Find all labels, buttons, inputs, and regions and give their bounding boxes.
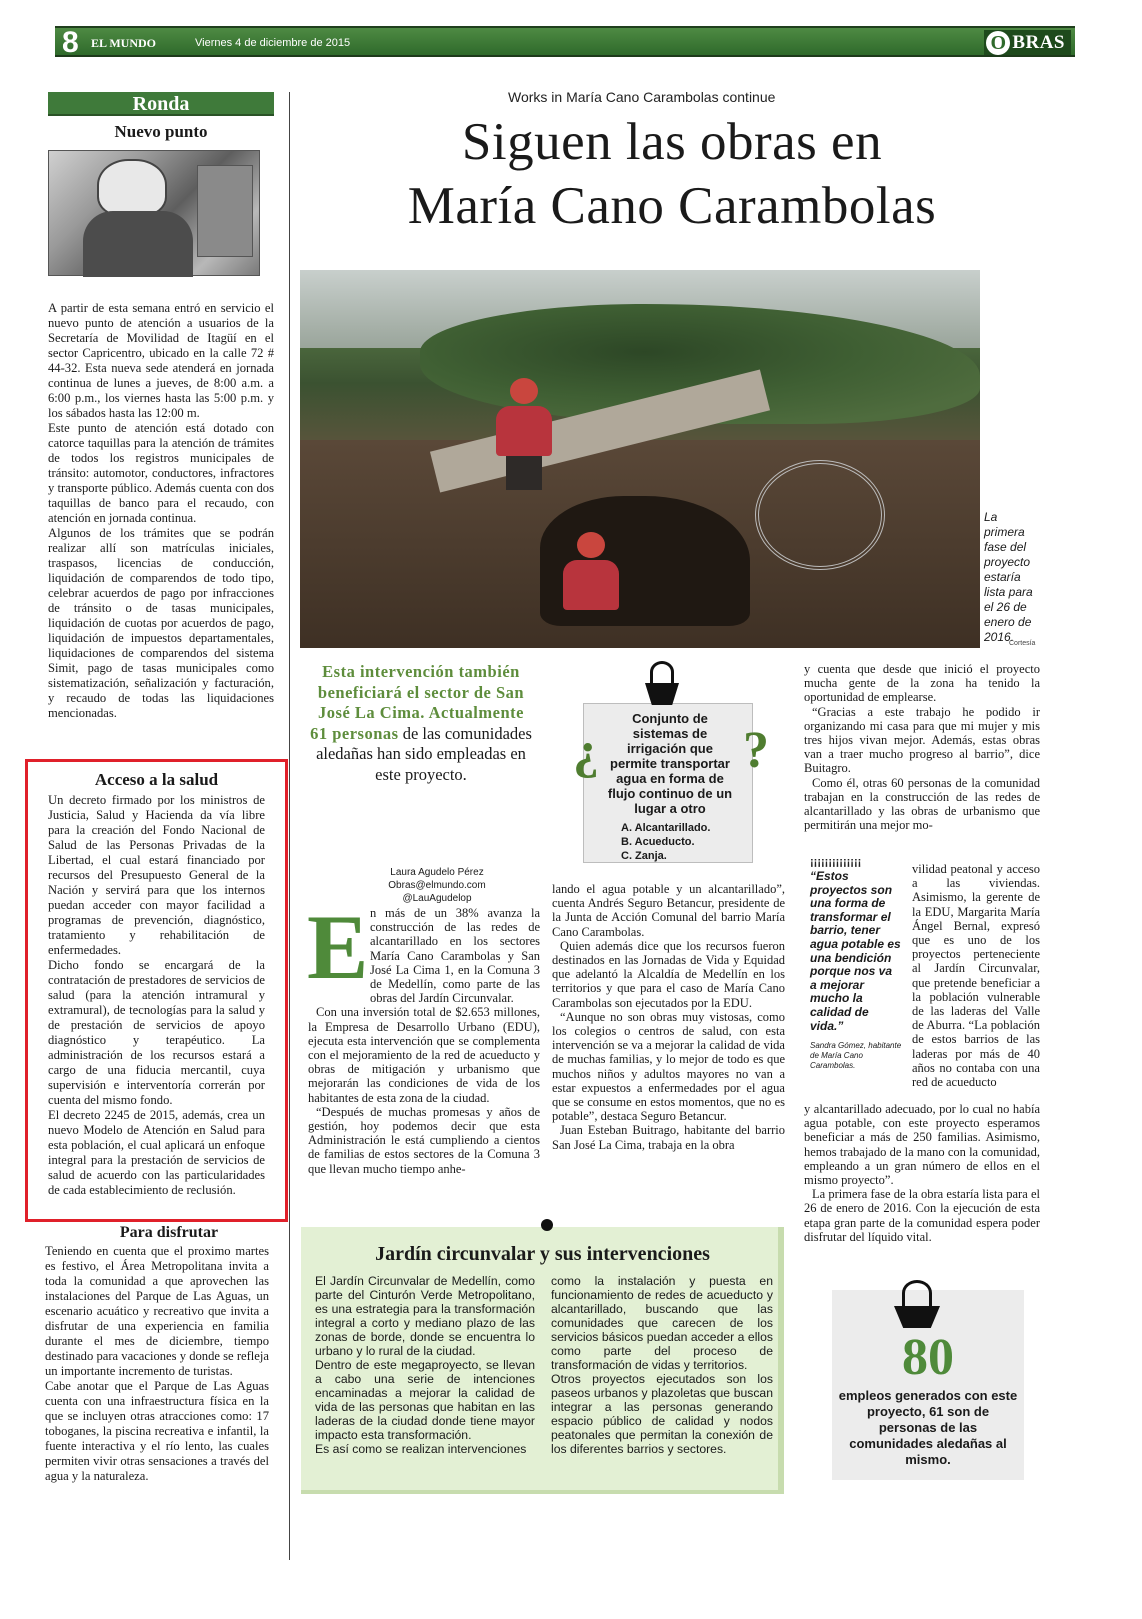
article-subtitle: Works in María Cano Carambolas continue [508,89,776,105]
quote-hatch-icon: ¡¡¡¡¡¡¡¡¡¡¡¡¡¡ [810,856,862,868]
article-paragraph: y alcantarillado adecuado, por lo cual no había agua potable, con este proyecto esperamos beneficiar a más de 250 familias. Asimismo, hemos trabajado de la mano con la comunidad, empleando a un gran número de ellos en el mismo proyecto”. [804,1102,1040,1188]
section-initial: O [986,31,1010,55]
binder-clip-icon [645,661,679,709]
jardin-sidebar [301,1227,784,1494]
jardin-paragraph: El Jardín Circunvalar de Medellín, como parte del Cinturón Verde Metropolitano, es una estrategia para la transformación integral a corto y mediano plazo de las zonas de borde, donde se encuentra lo urbano y lo rural de la ciudad. [315,1274,535,1358]
page-number: 8 [62,26,79,59]
article-paragraph: y cuenta que desde que inició el proyecto mucha gente de la zona ha tenido la oportunidad de emplearse. [804,662,1040,705]
ronda-title: Ronda [48,92,274,116]
quiz-option: C. Zanja. [621,850,667,862]
article-column-3-narrow [912,862,1040,1089]
acceso-salud-section [48,770,265,1198]
nuevo-punto-paragraph: Algunos de los trámites que se podrán realizar allí son matrículas iniciales, traspasos, licencias de conducción, liquidación de comparendos de todo tipo, celebrar acuerdos de pago por infracciones de tránsito o de tasas municipales, liquidación de cuotas por acuerdos de pago, liquidación de impuestos departamentales, liquidaciones de comparendos del sistema Simit, pago de tasas municipales como sistematización, señalización y facturación, y recaudo de todas las liquidaciones mencionadas. [48,526,274,720]
issue-date: Viernes 4 de diciembre de 2015 [195,37,351,49]
nuevo-punto-heading: Nuevo punto [114,122,208,141]
article-column-3-bottom [804,1102,1040,1244]
quote-speaker: Sandra Gómez, habitante de María Cano Carambolas. [810,1041,902,1071]
acceso-salud-paragraph: El decreto 2245 de 2015, además, crea un nuevo Modelo de Atención en Salud para esta población, el cual aplicará un enfoque integral para la prestación de servicios de salud de acuerdo con las particularidades de cada establecimiento de reclusión. [48,1108,265,1197]
stat-number: 80 [902,1329,954,1386]
jardin-paragraph: Dentro de este megaproyecto, se llevan a cabo una serie de intenciones encaminadas a mejorar la calidad de vida de las personas que habitan en las laderas de la ciudad donde tiene mayor impacto esta transformación. [315,1358,535,1442]
question-mark-icon: ? [743,722,769,779]
para-disfrutar-paragraph: Cabe anotar que el Parque de Las Aguas cuenta con una infraestructura física en la que se incluyen otras atracciones como: 17 toboganes, la piscina recreativa e infantil, la fuente interactiva y el río lento, las cuales permiten vivir otras sensaciones a través del agua y la naturaleza. [45,1379,269,1483]
byline-name: Laura Agudelo Pérez [390,867,484,878]
column-divider [289,92,290,1560]
article-paragraph: Como él, otras 60 personas de la comunidad trabajan en la construcción de las redes de alcantarillado y las obras de urbanismo que permitirán una mejor mo- [804,775,1040,833]
jardin-paragraph: como la instalación y puesta en funcionamiento de redes de acueducto y alcantarillado, buscando que las comunidades que carecen de los servicios básicos puedan acceder a ellos como parte del proceso de transformación de vidas y territorios. [551,1274,773,1372]
stat-text: empleos generados con este proyecto, 61 son de personas de las comunidades aledañas al mismo. [838,1388,1018,1467]
article-paragraph: Con una inversión total de $2.653 millones, la Empresa de Desarrollo Urbano (EDU), ejecuta esta intervención que se complementa con el mejoramiento de la red de acueducto y obras de mitigación y urbanismo que mejorarán las condiciones de vida de los habitantes de esta zona de la ciudad. [308,1005,540,1105]
photo-caption: La primera fase del proyecto estaría lista para el 26 de enero de 2016. [984,510,1033,644]
para-disfrutar-paragraph: Teniendo en cuenta que el proximo martes es festivo, el Área Metropolitana invita a toda la comunidad a que aprovechen las instalaciones del Parque de Las Aguas, un escenario acuático y recreativo que invita a disfrutar de una experiencia en familia durante el mes de diciembre, tiempo destinado para vacaciones y donde se refleja un importante incremento de turistas. [45,1244,269,1378]
quiz-box [575,659,780,867]
byline-twitter: @LauAgudelop [402,893,472,904]
quiz-question: Conjunto de sistemas de irrigación que permite transportar agua en forma de flujo continuo de un lugar a otro [607,711,733,816]
jardin-column [551,1274,773,1456]
headline-line: Siguen las obras en [461,113,883,171]
paper-name: EL MUNDO [91,36,157,50]
pull-quote [310,662,532,785]
article-paragraph: Quien además dice que los recursos fueron destinados en las Jornadas de Vida y Equidad que adelantó la Alcaldía de Medellín en los territorios y que para el caso de María Cano Carambolas son ejecutados por la EDU. [552,938,785,1010]
acceso-salud-paragraph: Un decreto firmado por los ministros de Justicia, Salud y Hacienda da vía libre para la creación del Fondo Nacional de Salud de las Personas Privadas de la Libertad, el cual estará financiado por recursos del Presupuesto General de la Nación y servirá para que los internos puedan acceder con mayor facilidad a programas de prevención, diagnóstico, tratamiento y rehabilitación de enfermedades. [48,793,265,957]
article-paragraph: “Aunque no son obras muy vistosas, como los colegios o centros de salud, con esta intervención se va a mejorar la calidad de vida de muchas familias, y lo mejor de todo es que muchos niños y adultos mayores no van a estar expuestos a enfermedades por el agua que se consume en estos momentos, que no es potable”, destaca Seguro Betancur. [552,1009,785,1124]
article-paragraph: lando el agua potable y un alcantarillado”, cuenta Andrés Seguro Betancur, presidente de la Junta de Acción Comunal del barrio María Cano Carambolas. [552,882,785,939]
pull-quote-highlight: Esta intervención también beneficiará el sector de San José La Cima. Actualmente 61 personas [310,662,525,743]
quiz-option: A. Alcantarillado. [621,822,711,834]
worker-figure [492,378,556,488]
article-column-3 [804,662,1040,832]
binder-clip-icon [894,1280,940,1328]
drop-cap: E [307,896,369,998]
officer-photo [48,150,260,276]
jardin-paragraph: Otros proyectos ejecutados son los paseos urbanos y plazoletas que buscan integrar a las personas generando espacio público de calidad y nodos peatonales que permitan la conexión de los diferentes barrios y sectores. [551,1372,773,1456]
headline-line: María Cano Carambolas [407,177,937,235]
worker-figure [552,532,630,622]
article-paragraph: La primera fase de la obra estaría lista para el 26 de enero de 2016. Con la ejecución de esta etapa gran parte de la comunidad espera poder disfrutar del líquido vital. [804,1187,1040,1244]
article-column-2 [552,882,785,1152]
quote-text: “Estos proyectos son una forma de transformar el barrio, tener agua potable es una bendición porque nos va a mejorar mucho la calidad de vida.” [810,869,901,1033]
para-disfrutar-heading: Para disfrutar [119,1224,219,1241]
article-headline [292,110,1052,238]
byline [362,866,512,905]
byline-email: Obras@elmundo.com [388,880,486,891]
jardin-paragraph: Es así como se realizan intervenciones [315,1442,527,1456]
question-mark-icon: ¿ [573,722,599,779]
section-tag [984,30,1071,55]
nuevo-punto-paragraph: Este punto de atención está dotado con catorce taquillas para la atención de trámites de todos los registros municipales de tránsito: automotor, conductores, infractores y transporte público. Además cuenta con dos taquillas de banco para el recaudo, con atención en jornada continua. [48,421,274,525]
quiz-options [621,821,710,863]
ronda-column [48,92,274,721]
masthead-bar [55,26,1075,57]
photo-credit: Cortesía [1009,640,1036,647]
pushpin-icon [541,1219,553,1231]
section-name: BRAS [1012,31,1065,53]
stat-box [832,1290,1024,1480]
article-paragraph: Juan Esteban Buitrago, habitante del barrio San José La Cima, trabaja en la obra [552,1123,785,1152]
jardin-heading: Jardín circunvalar y sus intervenciones [375,1243,710,1265]
quiz-option: B. Acueducto. [621,836,695,848]
acceso-salud-paragraph: Dicho fondo se encargará de la contratación de prestadores de servicios de salud (para la atención intramural y extramural), de tecnologías para la salud y de prestación de servicios de apoyo diagnóstico y terapéutico. La administración de los recursos estará a cargo de una fiducia mercantil, cuya supervisión e interventoría correrán por cuenta del mismo fondo. [48,958,265,1107]
article-paragraph: “Después de muchas promesas y años de gestión, hoy podemos decir que esta Administración le está cumpliendo a cientos de familias de estos sectores de la Comuna 3 que llevan mucho tiempo anhe- [308,1104,540,1176]
article-paragraph: vilidad peatonal y acceso a las viviendas. Asimismo, la gerente de la EDU, Margarita María Ángel Bernal, expresó que es uno de los proyectos perteneciente al Jardín Circunvalar, que pretende beneficiar a la población vulnerable de las laderas del Valle de Aburra. “La población de estos barrios de las laderas por más de 40 años no contaba con una red de acueducto [912,862,1040,1090]
article-paragraph: n más de un 38% avanza la construcción de las redes de alcantarillado en los sectores María Cano Carambolas y San José La Cima 1, en la Comuna 3 de Medellín, como parte de las obras del Jardín Circunvalar. [370,906,540,1006]
acceso-salud-heading: Acceso a la salud [94,770,219,789]
article-paragraph: “Gracias a este trabajo he podido ir organizando mi casa para que mi mujer y mis tres hijos vivan mejor. Además, estas obras van a traer mucho progreso al barrio”, dice Buitagro. [804,704,1040,776]
para-disfrutar-section [45,1224,269,1484]
quote-box [810,856,902,1071]
pull-quote-rest: de las comunidades aledañas han sido empleadas en este proyecto. [316,723,532,784]
jardin-column [315,1274,535,1456]
construction-photo [300,270,980,648]
nuevo-punto-paragraph: A partir de esta semana entró en servicio el nuevo punto de atención a usuarios de la Secretaría de Movilidad de Itagüí en el sector Capricentro, ubicado en la calle 72 # 44-32. Esta nueva sede atenderá en jornada continua de lunes a jueves, de 8:00 a.m. a 6:00 p.m., los viernes hasta las 5:00 p.m. y los sábados hasta las 12:00 m. [48,301,274,420]
